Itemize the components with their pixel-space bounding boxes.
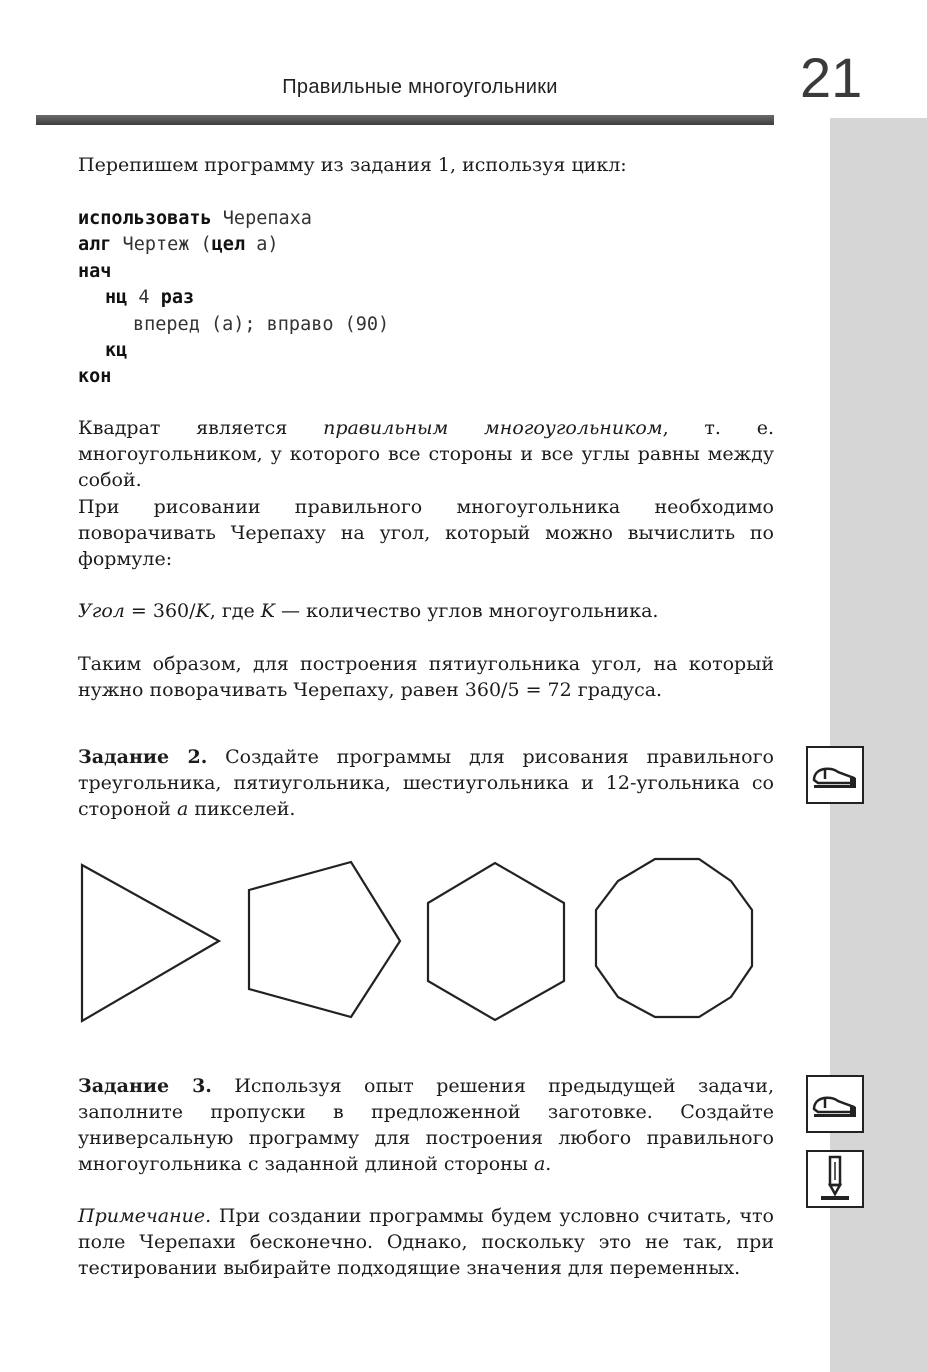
- code-line-4: [78, 285, 389, 311]
- formula-k2: K: [260, 600, 275, 622]
- task-3-label: Задание 3.: [78, 1075, 212, 1097]
- computer-mouse-icon: [806, 746, 864, 804]
- hexagon-shape: [428, 863, 564, 1020]
- definition-paragraph: [78, 415, 774, 493]
- pentagon-shape: [249, 862, 400, 1017]
- code-keyword: нц: [105, 287, 128, 309]
- definition-text: Квадрат является: [78, 417, 324, 439]
- formula-rest: — количество углов многоугольника.: [274, 600, 659, 622]
- code-keyword: кон: [78, 366, 112, 388]
- task-3-text: Используя опыт решения предыдущей задачи, заполните пропуски в предложенной заготовке. Создайте универсальную программу для построения любого правильного многоугольника с заданной длиной стороны: [78, 1075, 775, 1175]
- code-line-5: вперед (а); вправо (90): [133, 313, 390, 335]
- formula-k: K: [195, 600, 210, 622]
- code-keyword: кц: [105, 340, 128, 362]
- page-number: 21: [800, 46, 863, 109]
- formula-lhs: Угол: [78, 600, 125, 622]
- task-2-var: a: [177, 798, 189, 820]
- definition-term: правильным многоугольником: [323, 417, 663, 439]
- header-rule: [36, 115, 774, 125]
- example-paragraph: Таким образом, для построения пятиугольника угол, на который нужно поворачивать Черепаху, равен 360/5 = 72 градуса.: [78, 653, 774, 701]
- note-text: При создании программы будем условно считать, что поле Черепахи бесконечно. Однако, поскольку это не так, при тестировании выбирайте подходящие значения для переменных.: [78, 1205, 774, 1279]
- task-2: [78, 744, 774, 822]
- code-text: Чертеж (: [111, 234, 212, 256]
- task-3-var: a: [533, 1153, 546, 1175]
- code-line-6: [78, 338, 389, 364]
- rotation-paragraph: При рисовании правильного многоугольника необходимо поворачивать Черепаху на угол, который можно вычислить по формуле:: [78, 496, 774, 570]
- polygon-figures: [0, 845, 927, 1034]
- code-line-1: [78, 206, 389, 232]
- note-label: Примечание.: [78, 1205, 212, 1227]
- code-keyword: использовать: [78, 208, 212, 229]
- code-listing: [78, 206, 389, 391]
- task-3: [78, 1073, 774, 1177]
- code-line-7: [78, 364, 389, 390]
- definition-text-after: , т. е. многоугольником, у которого все стороны и все углы равны между собой.: [78, 417, 774, 491]
- angle-formula: [78, 598, 658, 624]
- intro-paragraph: Перепишем программу из задания 1, используя цикл:: [78, 154, 627, 176]
- task-2-label: Задание 2.: [78, 746, 208, 768]
- code-text: 4: [127, 287, 161, 309]
- task-2-text-end: пикселей.: [188, 798, 296, 820]
- note-paragraph: [78, 1203, 774, 1281]
- code-line-3: [78, 259, 389, 285]
- code-keyword: алг: [78, 234, 112, 256]
- code-keyword: раз: [160, 287, 195, 309]
- formula-mid: , где: [209, 600, 261, 622]
- code-text: а): [245, 234, 279, 256]
- formula-eq: = 360/: [124, 600, 196, 622]
- code-keyword: цел: [211, 234, 246, 256]
- running-head: Правильные многоугольники: [282, 76, 558, 98]
- polygons-svg: [0, 845, 927, 1030]
- triangle-shape: [82, 865, 219, 1021]
- pencil-icon: [806, 1150, 864, 1208]
- code-text: Черепаха: [211, 208, 312, 229]
- code-line-2: [78, 232, 389, 258]
- task-3-text-end: .: [545, 1153, 552, 1175]
- task-2-text: Создайте программы для рисования правильного треугольника, пятиугольника, шестиугольника и 12-угольника со стороной: [78, 746, 775, 820]
- computer-mouse-icon: [806, 1075, 864, 1133]
- decagon-shape: [596, 859, 752, 1017]
- code-keyword: нач: [78, 260, 112, 282]
